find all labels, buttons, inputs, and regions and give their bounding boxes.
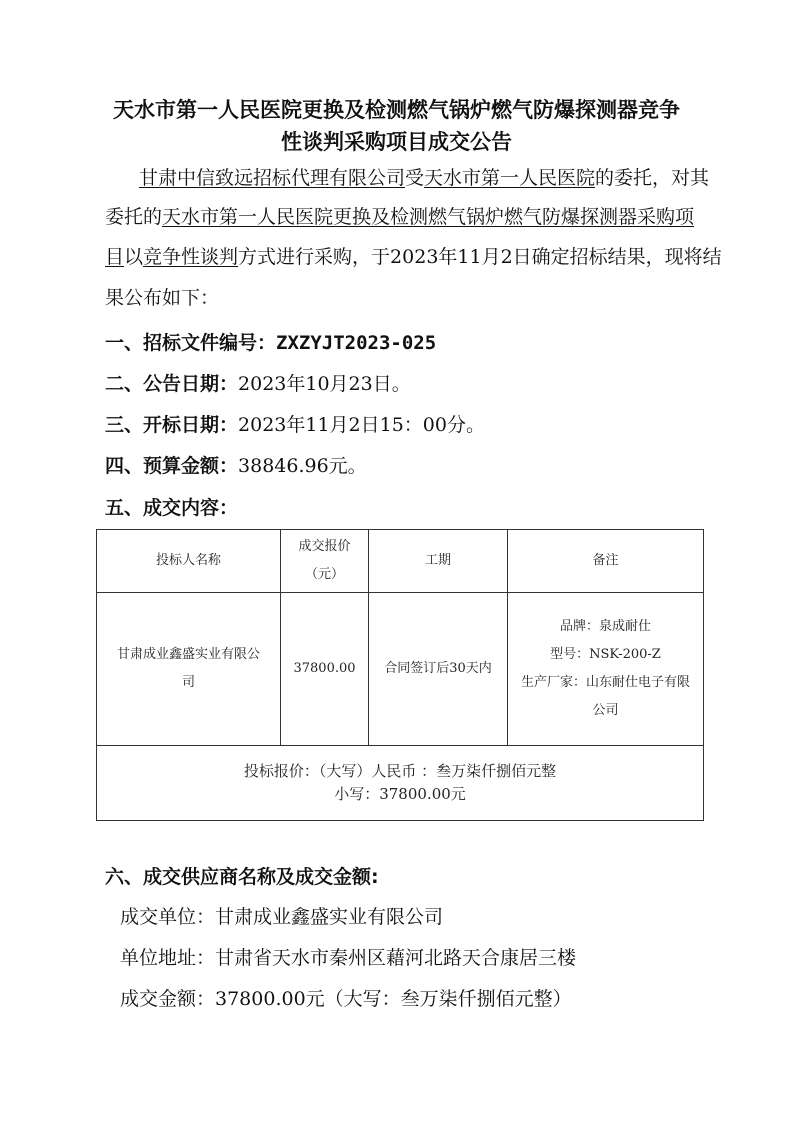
intro-line-3 xyxy=(105,245,722,270)
intro-text-1: 受 xyxy=(405,167,425,189)
bidder-line-2: 司 xyxy=(181,675,195,690)
result-unit: 成交单位：甘肃成业鑫盛实业有限公司 xyxy=(120,906,444,928)
intro-text-5: 方式进行采购，于2023年11月2日确定招标结果，现将结 xyxy=(238,246,722,268)
table-total-row xyxy=(97,746,704,821)
intro-text-3: 委托的 xyxy=(105,206,163,228)
cell-remarks xyxy=(508,593,704,746)
bidder-line-1: 甘肃成业鑫盛实业有限公 xyxy=(116,647,260,662)
agent-name: 甘肃中信致远招标代理有限公司 xyxy=(139,167,406,189)
total-lowercase: 小写：37800.00元 xyxy=(334,785,466,803)
intro-line-4: 果公布如下： xyxy=(105,287,220,309)
remark-model: 型号：NSK-200-Z xyxy=(550,647,661,662)
tender-number: ZXZYJT2023-025 xyxy=(276,332,437,354)
cell-bidder xyxy=(97,593,281,746)
table-row xyxy=(97,593,704,746)
header-price-line-1: 成交报价 xyxy=(298,539,351,554)
section-budget xyxy=(105,454,367,479)
intro-line-2 xyxy=(105,205,705,230)
table-header-row xyxy=(97,530,704,593)
section-open-date xyxy=(105,413,485,438)
remark-brand: 品牌：泉成耐仕 xyxy=(559,619,651,634)
section-supplier xyxy=(105,865,379,890)
intro-text-2: 的委托，对其 xyxy=(595,167,710,189)
section-1-label: 一、招标文件编号： xyxy=(105,332,277,354)
cell-period: 合同签订后30天内 xyxy=(369,593,508,746)
result-address: 单位地址：甘肃省天水市秦州区藉河北路天合康居三楼 xyxy=(120,947,577,969)
section-5-label: 五、成交内容： xyxy=(105,497,239,519)
header-price-line-2: （元） xyxy=(304,567,344,582)
intro-line-1 xyxy=(139,166,739,191)
section-tender-number xyxy=(105,331,436,356)
client-name: 天水市第一人民医院 xyxy=(424,167,596,189)
header-period: 工期 xyxy=(369,530,508,593)
section-3-label: 三、开标日期： xyxy=(105,414,239,436)
header-bidder: 投标人名称 xyxy=(97,530,281,593)
document-title-line-1: 天水市第一人民医院更换及检测燃气锅炉燃气防爆探测器竞争 xyxy=(113,98,680,122)
section-announce-date xyxy=(105,372,411,397)
open-date: 2023年11月2日15：00分。 xyxy=(238,414,485,436)
header-remarks: 备注 xyxy=(508,530,704,593)
intro-text-4: 以 xyxy=(124,246,144,268)
remark-maker-cont: 公司 xyxy=(592,703,619,718)
header-price xyxy=(281,530,369,593)
budget-amount: 38846.96元。 xyxy=(238,455,367,477)
section-4-label: 四、预算金额： xyxy=(105,455,239,477)
section-2-label: 二、公告日期： xyxy=(105,373,239,395)
section-6-label: 六、成交供应商名称及成交金额: xyxy=(105,866,379,888)
cell-total xyxy=(97,746,704,821)
total-uppercase: 投标报价：（大写）人民币 ：叁万柒仟捌佰元整 xyxy=(243,762,557,780)
project-name-b: 目 xyxy=(105,246,125,268)
result-amount: 成交金额：37800.00元（大写：叁万柒仟捌佰元整） xyxy=(120,988,572,1010)
procurement-method: 竞争性谈判 xyxy=(143,246,239,268)
announce-date: 2023年10月23日。 xyxy=(238,373,411,395)
remark-maker: 生产厂家：山东耐仕电子有限 xyxy=(520,675,690,690)
document-title-line-2: 性谈判采购项目成交公告 xyxy=(281,130,512,154)
cell-price: 37800.00 xyxy=(281,593,369,746)
deal-table xyxy=(96,529,704,821)
section-deal-content xyxy=(105,496,238,521)
project-name-a: 天水市第一人民医院更换及检测燃气锅炉燃气防爆探测器采购项 xyxy=(162,206,695,228)
